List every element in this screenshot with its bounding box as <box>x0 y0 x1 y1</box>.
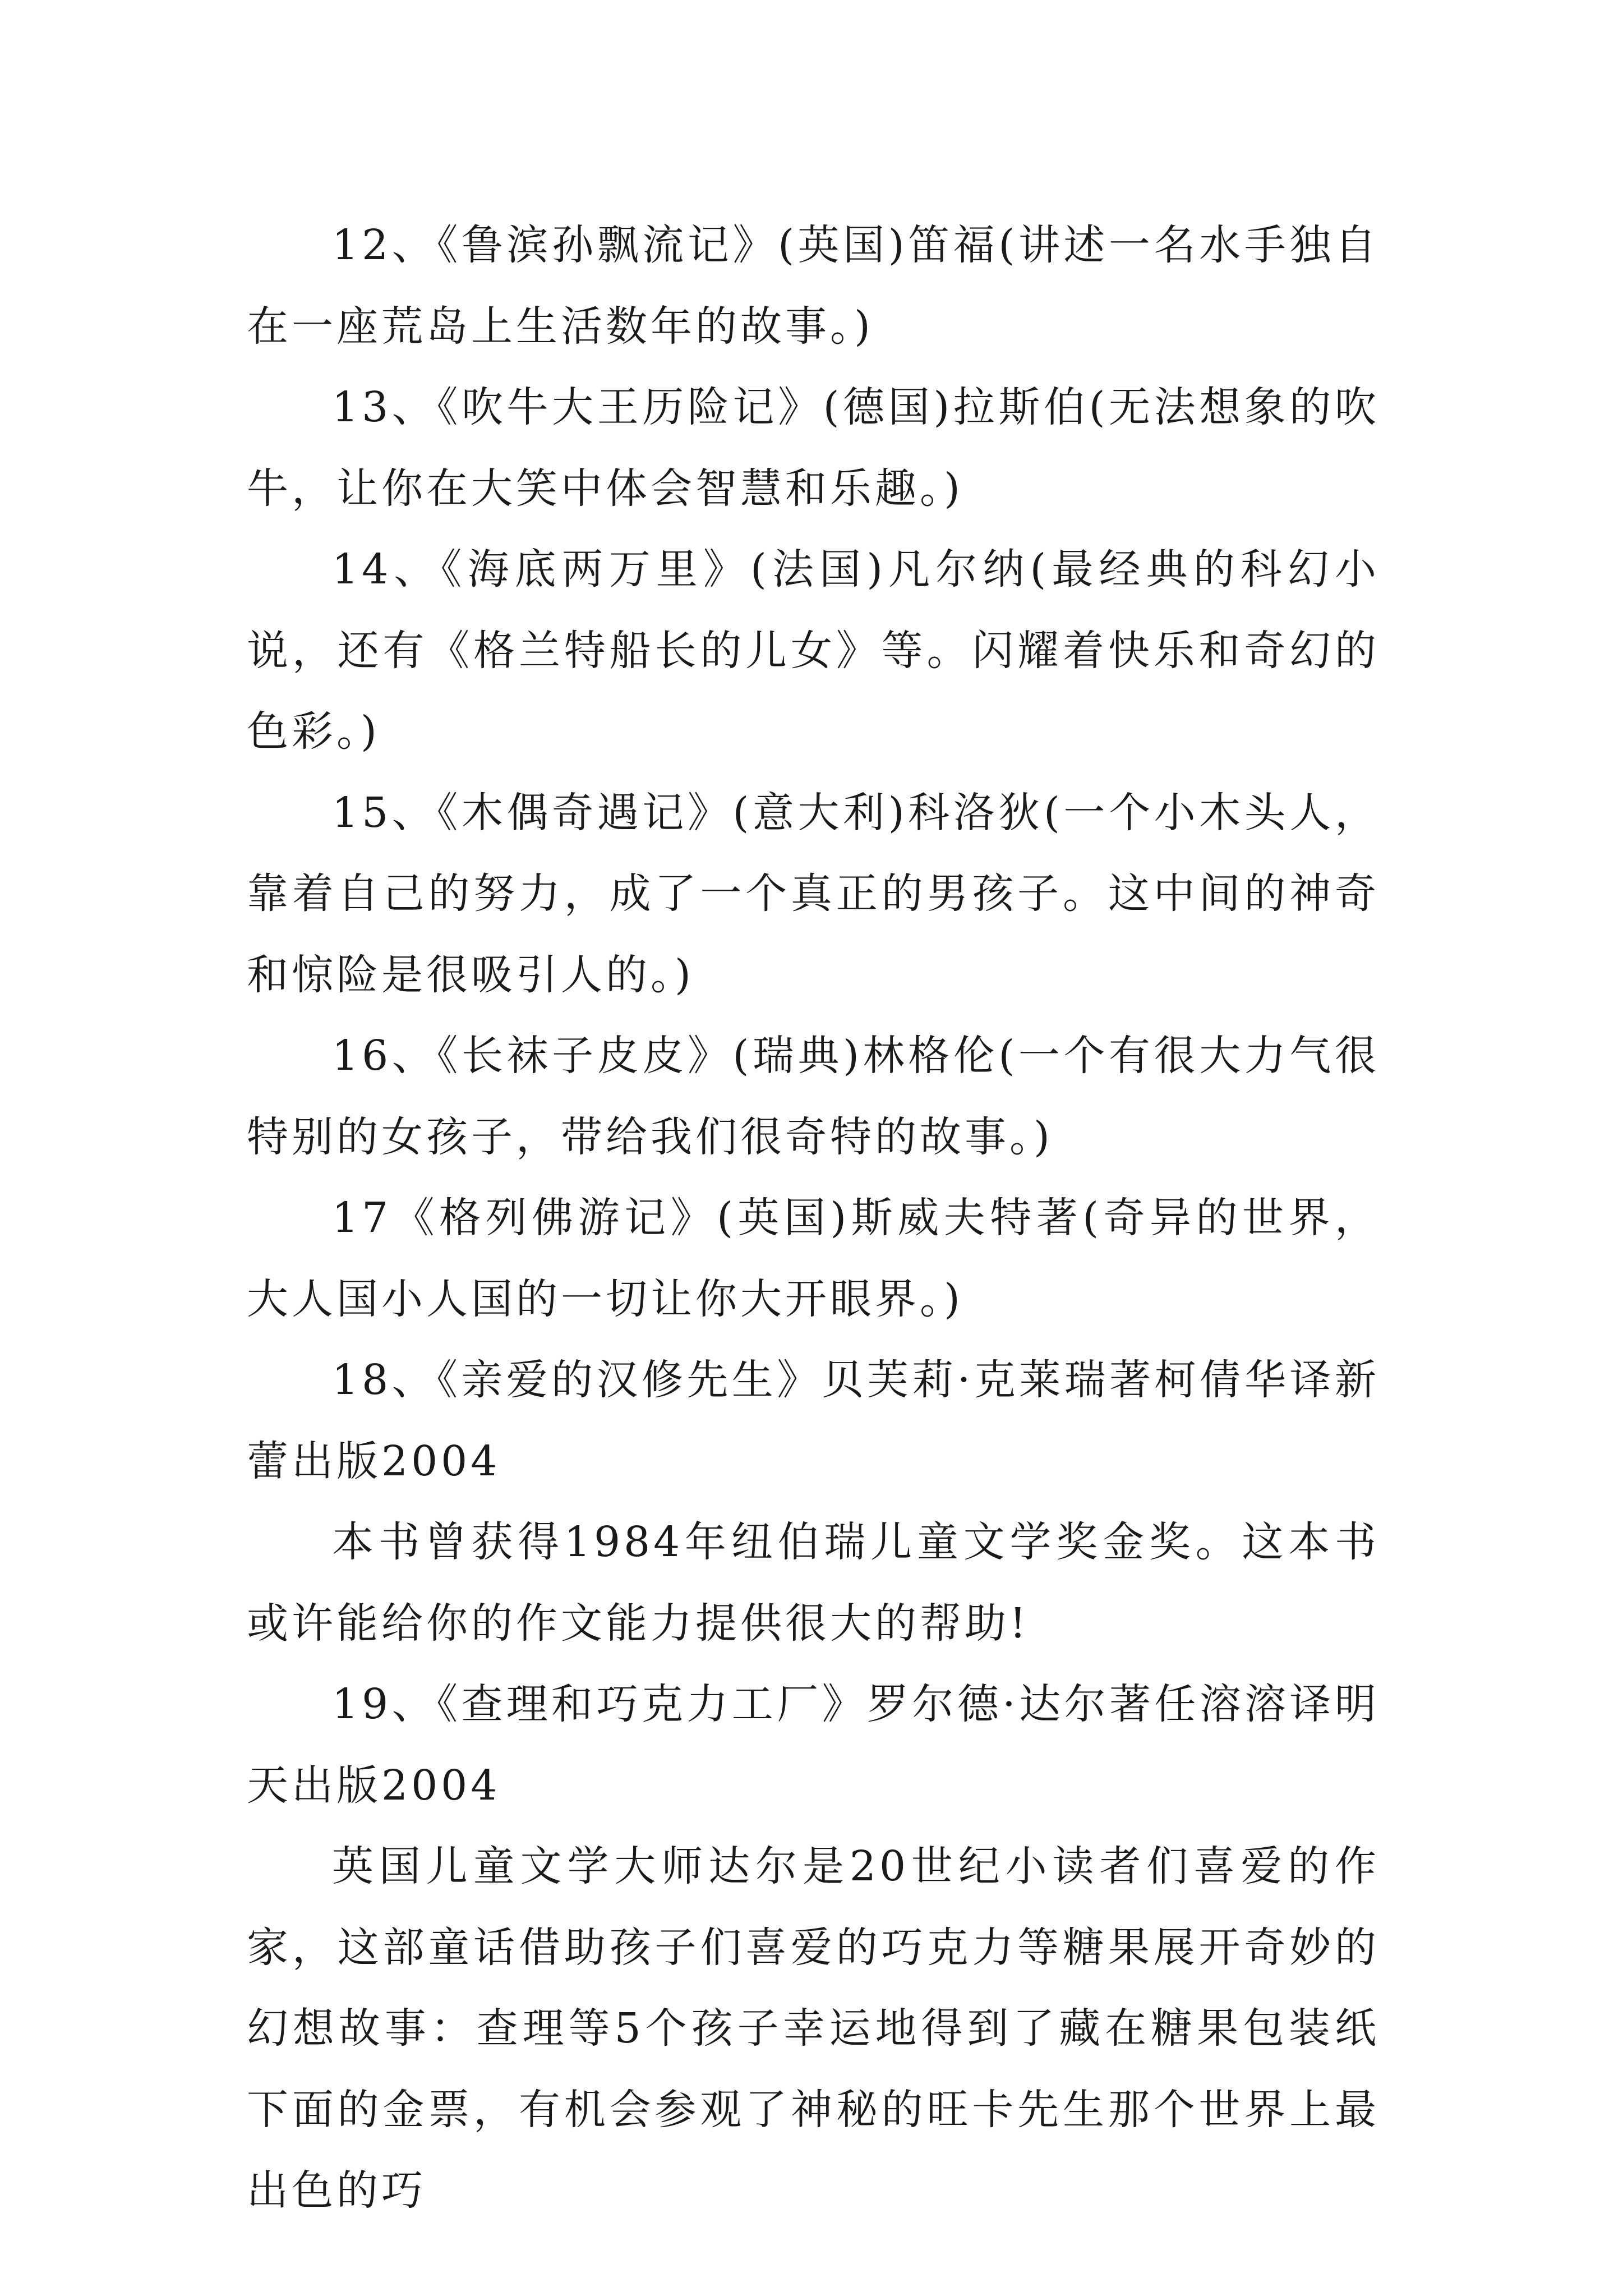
paragraph-item-14: 14、《海底两万里》(法国)凡尔纳(最经典的科幻小说，还有《格兰特船长的儿女》等。闪耀着快乐和奇幻的色彩。) <box>247 545 1380 756</box>
paragraph-item-17: 17《格列佛游记》(英国)斯威夫特著(奇异的世界，大人国小人国的一切让你大开眼界。) <box>247 1194 1380 1323</box>
paragraph-item-12: 12、《鲁滨孙飘流记》(英国)笛福(讲述一名水手独自在一座荒岛上生活数年的故事。) <box>247 221 1380 351</box>
paragraph-item-15: 15、《木偶奇遇记》(意大利)科洛狄(一个小木头人，靠着自己的努力，成了一个真正的男孩子。这中间的神奇和惊险是很吸引人的。) <box>247 788 1380 999</box>
paragraph-item-19: 19、《查理和巧克力工厂》罗尔德·达尔著任溶溶译明天出版2004 <box>247 1680 1380 1810</box>
paragraph-item-16: 16、《长袜子皮皮》(瑞典)林格伦(一个有很大力气很特别的女孩子，带给我们很奇特的故事。) <box>247 1032 1380 1161</box>
document-body <box>247 205 1380 2231</box>
paragraph-award-note: 本书曾获得1984年纽伯瑞儿童文学奖金奖。这本书或许能给你的作文能力提供很大的帮助! <box>247 1518 1380 1648</box>
paragraph-item-13: 13、《吹牛大王历险记》(德国)拉斯伯(无法想象的吹牛，让你在大笑中体会智慧和乐趣。) <box>247 383 1380 513</box>
paragraph-dahl-note: 英国儿童文学大师达尔是20世纪小读者们喜爱的作家，这部童话借助孩子们喜爱的巧克力等糖果展开奇妙的幻想故事：查理等5个孩子幸运地得到了藏在糖果包装纸下面的金票，有机会参观了神秘的旺卡先生那个世界上最出色的巧 <box>247 1842 1380 2215</box>
paragraph-item-18: 18、《亲爱的汉修先生》贝芙莉·克莱瑞著柯倩华译新蕾出版2004 <box>247 1356 1380 1485</box>
